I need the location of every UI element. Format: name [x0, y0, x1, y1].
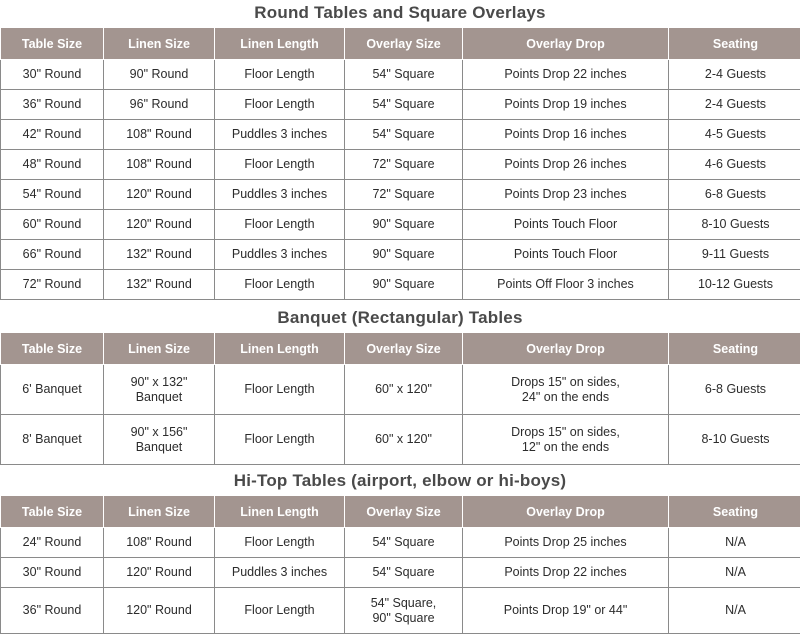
seating-cell: 9-11 Guests — [669, 240, 800, 270]
linen-size-cell: 90" x 156" Banquet — [104, 415, 215, 465]
linen-length-cell: Floor Length — [215, 210, 345, 240]
linen-size-cell: 132" Round — [104, 270, 215, 300]
overlay-size-cell: 60" x 120" — [345, 365, 463, 415]
table-size-cell: 8' Banquet — [1, 415, 104, 465]
table-size-cell: 66" Round — [1, 240, 104, 270]
col-header-linen-size: Linen Size — [104, 333, 215, 365]
banquet-tables-table — [0, 332, 800, 465]
col-header-overlay-size: Overlay Size — [345, 28, 463, 60]
overlay-size-cell: 90" Square — [345, 270, 463, 300]
section-title-banquet: Banquet (Rectangular) Tables — [277, 308, 523, 327]
linen-size-cell: 90" Round — [104, 60, 215, 90]
overlay-drop-cell: Points Drop 26 inches — [463, 150, 669, 180]
table-header-row — [1, 333, 800, 365]
table-size-cell: 60" Round — [1, 210, 104, 240]
seating-cell: N/A — [669, 588, 800, 634]
table-size-cell: 6' Banquet — [1, 365, 104, 415]
linen-size-cell: 132" Round — [104, 240, 215, 270]
col-header-table-size: Table Size — [1, 496, 104, 528]
table-row — [1, 415, 800, 465]
round-tables-table — [0, 27, 800, 300]
table-size-cell: 72" Round — [1, 270, 104, 300]
overlay-size-cell: 54" Square — [345, 558, 463, 588]
overlay-drop-cell: Points Drop 22 inches — [463, 558, 669, 588]
seating-cell: 6-8 Guests — [669, 365, 800, 415]
linen-size-cell: 120" Round — [104, 210, 215, 240]
seating-cell: 8-10 Guests — [669, 210, 800, 240]
seating-cell: 8-10 Guests — [669, 415, 800, 465]
seating-cell: 4-5 Guests — [669, 120, 800, 150]
seating-cell: 6-8 Guests — [669, 180, 800, 210]
linen-size-cell: 108" Round — [104, 120, 215, 150]
section-title-round: Round Tables and Square Overlays — [254, 3, 546, 22]
overlay-size-cell: 90" Square — [345, 210, 463, 240]
seating-cell: 2-4 Guests — [669, 60, 800, 90]
overlay-size-cell: 54" Square — [345, 120, 463, 150]
overlay-drop-cell: Points Touch Floor — [463, 240, 669, 270]
overlay-drop-cell: Drops 15" on sides, 24" on the ends — [463, 365, 669, 415]
overlay-drop-cell: Points Drop 23 inches — [463, 180, 669, 210]
col-header-table-size: Table Size — [1, 333, 104, 365]
table-size-cell: 24" Round — [1, 528, 104, 558]
linen-length-cell: Floor Length — [215, 270, 345, 300]
linen-size-cell: 108" Round — [104, 528, 215, 558]
table-row — [1, 210, 800, 240]
linen-length-cell: Puddles 3 inches — [215, 120, 345, 150]
overlay-size-cell: 54" Square — [345, 528, 463, 558]
table-row — [1, 558, 800, 588]
table-size-cell: 36" Round — [1, 90, 104, 120]
seating-cell: N/A — [669, 558, 800, 588]
linen-length-cell: Puddles 3 inches — [215, 558, 345, 588]
linen-length-cell: Floor Length — [215, 415, 345, 465]
seating-cell: N/A — [669, 528, 800, 558]
overlay-size-cell: 60" x 120" — [345, 415, 463, 465]
linen-length-cell: Floor Length — [215, 528, 345, 558]
col-header-overlay-drop: Overlay Drop — [463, 496, 669, 528]
hi-top-tables-table — [0, 495, 800, 634]
table-size-cell: 48" Round — [1, 150, 104, 180]
table-header-row — [1, 28, 800, 60]
overlay-size-cell: 90" Square — [345, 240, 463, 270]
overlay-size-cell: 72" Square — [345, 180, 463, 210]
table-row — [1, 180, 800, 210]
col-header-table-size: Table Size — [1, 28, 104, 60]
linen-size-cell: 108" Round — [104, 150, 215, 180]
table-row — [1, 60, 800, 90]
table-header-row — [1, 496, 800, 528]
table-size-cell: 54" Round — [1, 180, 104, 210]
linen-size-cell: 120" Round — [104, 558, 215, 588]
table-row — [1, 365, 800, 415]
table-row — [1, 150, 800, 180]
col-header-linen-length: Linen Length — [215, 28, 345, 60]
overlay-size-cell: 54" Square, 90" Square — [345, 588, 463, 634]
seating-cell: 2-4 Guests — [669, 90, 800, 120]
overlay-size-cell: 54" Square — [345, 90, 463, 120]
col-header-linen-length: Linen Length — [215, 496, 345, 528]
col-header-linen-size: Linen Size — [104, 28, 215, 60]
col-header-seating: Seating — [669, 28, 800, 60]
table-size-cell: 30" Round — [1, 558, 104, 588]
linen-length-cell: Floor Length — [215, 365, 345, 415]
overlay-size-cell: 72" Square — [345, 150, 463, 180]
overlay-drop-cell: Points Drop 22 inches — [463, 60, 669, 90]
col-header-overlay-size: Overlay Size — [345, 333, 463, 365]
overlay-drop-cell: Points Touch Floor — [463, 210, 669, 240]
linen-size-cell: 90" x 132" Banquet — [104, 365, 215, 415]
col-header-linen-length: Linen Length — [215, 333, 345, 365]
seating-cell: 10-12 Guests — [669, 270, 800, 300]
seating-cell: 4-6 Guests — [669, 150, 800, 180]
overlay-drop-cell: Points Drop 16 inches — [463, 120, 669, 150]
table-row — [1, 270, 800, 300]
overlay-drop-cell: Drops 15" on sides, 12" on the ends — [463, 415, 669, 465]
table-row — [1, 120, 800, 150]
table-row — [1, 528, 800, 558]
linen-length-cell: Puddles 3 inches — [215, 240, 345, 270]
linen-length-cell: Floor Length — [215, 588, 345, 634]
section-title-hi-top: Hi-Top Tables (airport, elbow or hi-boys) — [233, 471, 567, 490]
overlay-drop-cell: Points Drop 19 inches — [463, 90, 669, 120]
overlay-drop-cell: Points Drop 25 inches — [463, 528, 669, 558]
table-size-cell: 42" Round — [1, 120, 104, 150]
linen-length-cell: Floor Length — [215, 150, 345, 180]
overlay-drop-cell: Points Drop 19" or 44" — [463, 588, 669, 634]
col-header-seating: Seating — [669, 496, 800, 528]
linen-length-cell: Puddles 3 inches — [215, 180, 345, 210]
linen-size-cell: 120" Round — [104, 180, 215, 210]
linen-length-cell: Floor Length — [215, 60, 345, 90]
table-row — [1, 90, 800, 120]
col-header-seating: Seating — [669, 333, 800, 365]
overlay-drop-cell: Points Off Floor 3 inches — [463, 270, 669, 300]
table-row — [1, 588, 800, 634]
linen-size-cell: 120" Round — [104, 588, 215, 634]
overlay-size-cell: 54" Square — [345, 60, 463, 90]
linen-length-cell: Floor Length — [215, 90, 345, 120]
table-row — [1, 240, 800, 270]
linen-size-cell: 96" Round — [104, 90, 215, 120]
col-header-linen-size: Linen Size — [104, 496, 215, 528]
col-header-overlay-size: Overlay Size — [345, 496, 463, 528]
table-size-cell: 30" Round — [1, 60, 104, 90]
col-header-overlay-drop: Overlay Drop — [463, 333, 669, 365]
table-size-cell: 36" Round — [1, 588, 104, 634]
col-header-overlay-drop: Overlay Drop — [463, 28, 669, 60]
